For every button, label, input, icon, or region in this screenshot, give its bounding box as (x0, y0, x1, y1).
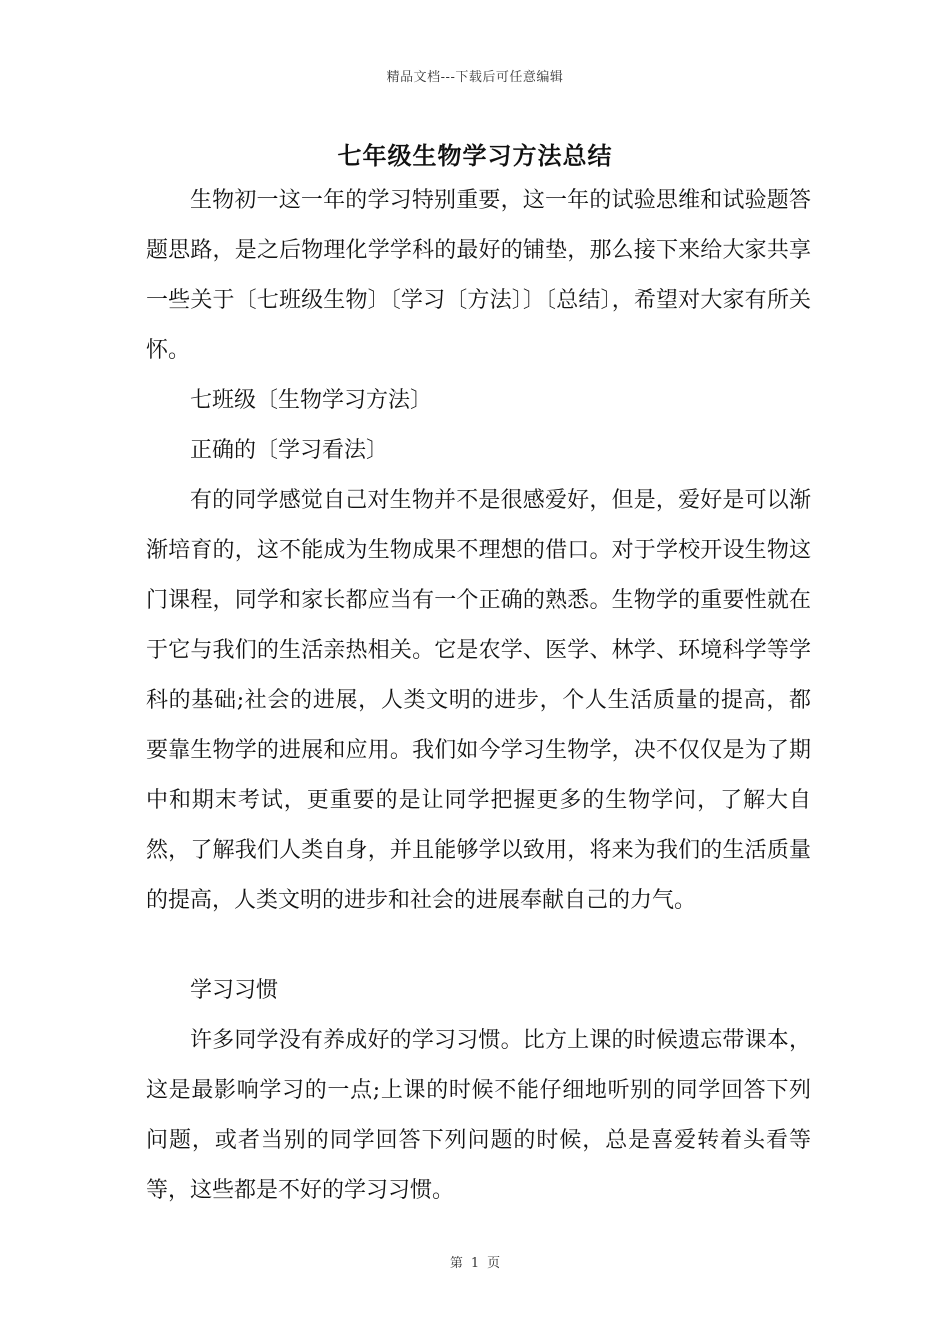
section-heading-habits: 学习习惯 (190, 978, 279, 1003)
page-footer (0, 1252, 950, 1271)
page-header: 精品文档---下载后可任意编辑 (386, 70, 564, 85)
paragraph-attitude: 有的同学感觉自己对生物并不是很感爱好，但是，爱好是可以渐渐培育的，这不能成为生物成果不理想的借口。对于学校开设生物这门课程，同学和家长都应当有一个正确的熟悉。生物学的重要性就在于它与我们的生活亲热相关。它是农学、医学、林学、环境科学等学科的基础;社会的进展，人类文明的进步，个人生活质量的提高，都要靠生物学的进展和应用。我们如今学习生物学，决不仅仅是为了期中和期末考试，更重要的是让同学把握更多的生物学问，了解大自然，了解我们人类自身，并且能够学以致用，将来为我们的生活质量的提高，人类文明的进步和社会的进展奉献自己的力气。 (146, 488, 811, 913)
paragraph-habits: 许多同学没有养成好的学习习惯。比方上课的时候遗忘带课本，这是最影响学习的一点;上课的时候不能仔细地听别的同学回答下列问题，或者当别的同学回答下列问题的时候，总是喜爱转着头看等等，这些都是不好的学习习惯。 (146, 1028, 811, 1203)
paragraph-intro: 生物初一这一年的学习特别重要，这一年的试验思维和试验题答题思路，是之后物理化学学科的最好的铺垫，那么接下来给大家共享一些关于〔七班级生物〕〔学习〔方法〕〕〔总结〕，希望对大家有所关怀。 (146, 188, 811, 363)
section-heading-methods: 七班级〔生物学习方法〕 (190, 388, 433, 413)
page-number-suffix: 页 (487, 1256, 501, 1271)
section-heading-attitude: 正确的〔学习看法〕 (190, 438, 389, 463)
document-title: 七年级生物学习方法总结 (337, 141, 613, 170)
page-number-prefix: 第 (449, 1256, 463, 1271)
page-number: 1 (470, 1256, 480, 1271)
document-body (146, 176, 811, 1216)
